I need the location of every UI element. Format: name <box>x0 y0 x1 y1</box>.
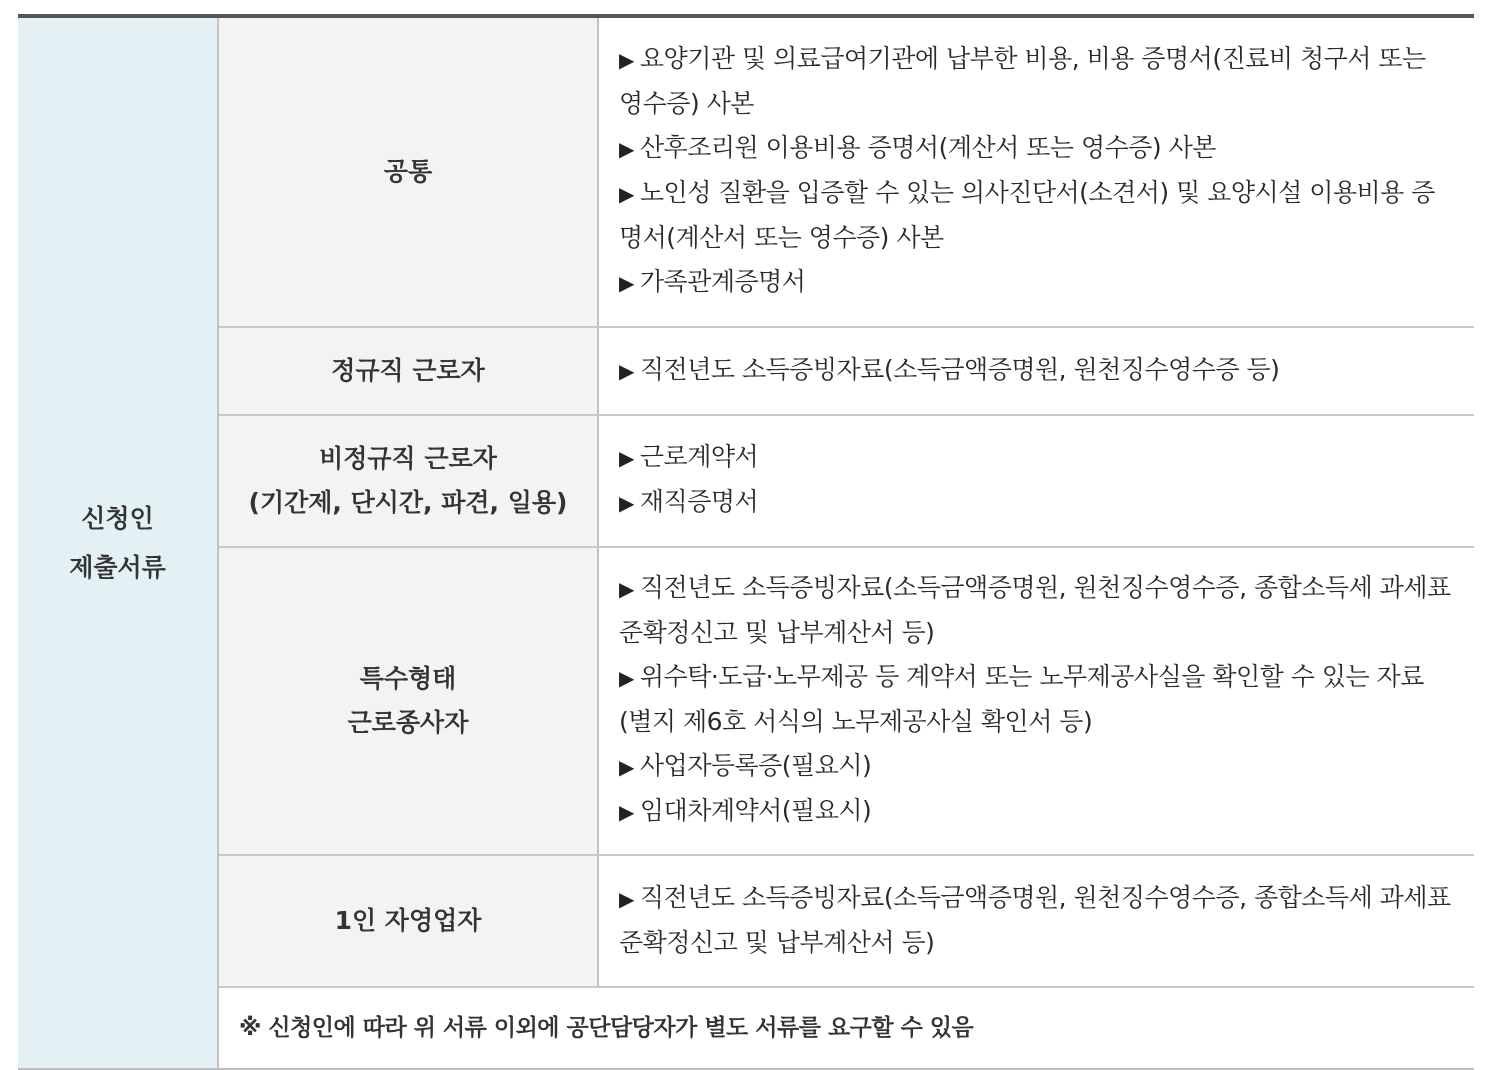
document-list-cell <box>598 16 1474 327</box>
document-item-text: 재직증명서 <box>639 487 759 516</box>
table-row <box>18 327 1474 415</box>
document-list-cell <box>598 415 1474 547</box>
bullet-arrow-icon: ▶ <box>619 800 634 824</box>
bullet-arrow-icon: ▶ <box>619 755 634 779</box>
document-list-cell <box>598 855 1474 987</box>
note-cell <box>218 987 1474 1069</box>
category-cell <box>218 327 598 415</box>
bullet-arrow-icon: ▶ <box>619 446 634 470</box>
category-label: 근로종사자 <box>347 708 469 737</box>
document-item-text: 직전년도 소득증빙자료(소득금액증명원, 원천징수영수증 등) <box>639 354 1280 384</box>
document-list-cell <box>598 327 1474 415</box>
document-item <box>619 744 1452 789</box>
bullet-arrow-icon: ▶ <box>619 886 634 911</box>
bullet-arrow-icon: ▶ <box>619 358 634 383</box>
note-text: ※ 신청인에 따라 위 서류 이외에 공단담당자가 별도 서류를 요구할 수 있음 <box>239 1015 974 1041</box>
group-label-line: 신청인 <box>81 504 154 533</box>
category-label: 공통 <box>383 157 433 186</box>
document-item <box>619 126 1452 171</box>
group-header-cell <box>18 16 218 1069</box>
bullet-arrow-icon: ▶ <box>619 666 634 690</box>
document-item-text: 산후조리원 이용비용 증명서(계산서 또는 영수증) 사본 <box>639 133 1216 162</box>
document-item-text: 직전년도 소득증빙자료(소득금액증명원, 원천징수영수증, 종합소득세 과세표준확정신고 및 납부계산서 등) <box>619 882 1451 957</box>
category-cell <box>218 547 598 855</box>
document-item <box>619 37 1452 126</box>
category-cell <box>218 16 598 327</box>
group-label-line: 제출서류 <box>69 553 166 582</box>
bullet-arrow-icon: ▶ <box>619 182 634 206</box>
document-item-text: 노인성 질환을 입증할 수 있는 의사진단서(소견서) 및 요양시설 이용비용 증명서(계산서 또는 영수증) 사본 <box>619 178 1435 252</box>
document-item <box>619 480 1452 525</box>
bullet-arrow-icon: ▶ <box>619 577 634 601</box>
document-item-text: 근로계약서 <box>639 442 759 471</box>
document-item-text: 직전년도 소득증빙자료(소득금액증명원, 원천징수영수증, 종합소득세 과세표준확정신고 및 납부계산서 등) <box>619 573 1451 647</box>
document-list-cell <box>598 547 1474 855</box>
category-label: 비정규직 근로자 <box>319 444 497 473</box>
document-item <box>619 876 1452 965</box>
document-item-text: 임대차계약서(필요시) <box>639 796 872 825</box>
document-item <box>619 566 1452 655</box>
document-item-text: 사업자등록증(필요시) <box>639 751 872 780</box>
bullet-arrow-icon: ▶ <box>619 137 634 161</box>
document-item-text: 위수탁·도급·노무제공 등 계약서 또는 노무제공사실을 확인할 수 있는 자료(별지 제6호 서식의 노무제공사실 확인서 등) <box>619 662 1424 736</box>
category-label: 특수형태 <box>359 664 457 693</box>
table-row <box>18 415 1474 547</box>
bullet-arrow-icon: ▶ <box>619 491 634 515</box>
bullet-arrow-icon: ▶ <box>619 48 634 72</box>
table-row <box>18 16 1474 327</box>
document-item <box>619 171 1452 260</box>
category-label: 1인 자영업자 <box>334 906 482 935</box>
category-label: 정규직 근로자 <box>331 356 485 385</box>
table-row <box>18 547 1474 855</box>
document-item-text: 요양기관 및 의료급여기관에 납부한 비용, 비용 증명서(진료비 청구서 또는 영수증) 사본 <box>619 44 1426 118</box>
document-item <box>619 789 1452 834</box>
document-item <box>619 655 1452 744</box>
bullet-arrow-icon: ▶ <box>619 271 634 295</box>
table-row <box>18 987 1474 1069</box>
document-item-text: 가족관계증명서 <box>639 267 806 296</box>
table-row <box>18 855 1474 987</box>
document-item <box>619 260 1452 305</box>
document-item <box>619 435 1452 480</box>
category-cell <box>218 415 598 547</box>
category-sublabel: (기간제, 단시간, 파견, 일용) <box>248 488 568 517</box>
document-item <box>619 348 1452 393</box>
required-documents-table <box>18 14 1474 1070</box>
category-cell <box>218 855 598 987</box>
